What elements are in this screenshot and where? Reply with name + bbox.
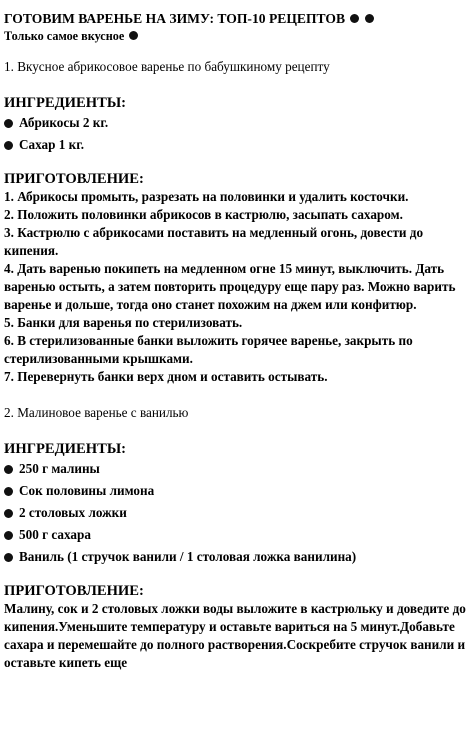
- preparation-heading: ПРИГОТОВЛЕНИЕ:: [4, 171, 144, 187]
- preparation-step: 3. Кастрюлю с абрикосами поставить на медленный огонь, довести до кипения.: [4, 225, 424, 258]
- preparation-step: 5. Банки для варенья по стерилизовать.: [4, 315, 243, 330]
- page-subtitle: [4, 28, 468, 44]
- ingredients-heading: ИНГРЕДИЕНТЫ:: [4, 95, 127, 111]
- preparation-step: 2. Положить половинки абрикосов в кастрюлю, засыпать сахаром.: [4, 207, 403, 222]
- ingredient-item: 250 г малины: [4, 458, 468, 480]
- bullet-dot-icon: [4, 465, 13, 474]
- preparation-step: 4. Дать варенью покипеть на медленном огне 15 минут, выключить. Дать варенью остыть, а затем повторить процедуру еще пару раз. Можно варить варенье и дольше, тогда оно станет похожим на джем или конфитюр.: [4, 261, 456, 312]
- page-subtitle-text: Только самое вкусное: [4, 29, 125, 43]
- page-title-text: ГОТОВИМ ВАРЕНЬЕ НА ЗИМУ: ТОП-10 РЕЦЕПТОВ: [4, 11, 346, 26]
- preparation-text: Малину, сок и 2 столовых ложки воды выложите в кастрюльку и доведите до кипения.Уменьшите температуру и оставьте вариться на 5 минут.Добавьте сахара и перемешайте до полного растворения.Соскребите стручок ванили и оставьте кипеть еще: [4, 601, 466, 670]
- bullet-dot-icon: [350, 14, 359, 23]
- bullet-dot-icon: [4, 119, 13, 128]
- bullet-dot-icon: [4, 487, 13, 496]
- bullet-dot-icon: [4, 531, 13, 540]
- ingredient-item: 500 г сахара: [4, 524, 468, 546]
- preparation-heading: ПРИГОТОВЛЕНИЕ:: [4, 583, 144, 599]
- bullet-dot-icon: [4, 141, 13, 150]
- recipe-title: 1. Вкусное абрикосовое варенье по бабушкиному рецепту: [4, 59, 330, 74]
- ingredients-heading: ИНГРЕДИЕНТЫ:: [4, 441, 127, 457]
- bullet-dot-icon: [129, 31, 138, 40]
- bullet-dot-icon: [365, 14, 374, 23]
- ingredient-item: Сахар 1 кг.: [4, 134, 468, 156]
- page-title: [4, 10, 468, 28]
- ingredient-item: Ваниль (1 стручок ванили / 1 столовая ложка ванилина): [4, 546, 468, 568]
- preparation-step: 6. В стерилизованные банки выложить горячее варенье, закрыть по стерилизованными крышками.: [4, 333, 413, 366]
- ingredient-item: Абрикосы 2 кг.: [4, 112, 468, 134]
- recipe-title: 2. Малиновое варенье с ванилью: [4, 405, 189, 420]
- ingredient-item: Сок половины лимона: [4, 480, 468, 502]
- ingredient-item: 2 столовых ложки: [4, 502, 468, 524]
- bullet-dot-icon: [4, 553, 13, 562]
- preparation-step: 1. Абрикосы промыть, разрезать на половинки и удалить косточки.: [4, 189, 409, 204]
- bullet-dot-icon: [4, 509, 13, 518]
- preparation-step: 7. Перевернуть банки верх дном и оставить остывать.: [4, 369, 328, 384]
